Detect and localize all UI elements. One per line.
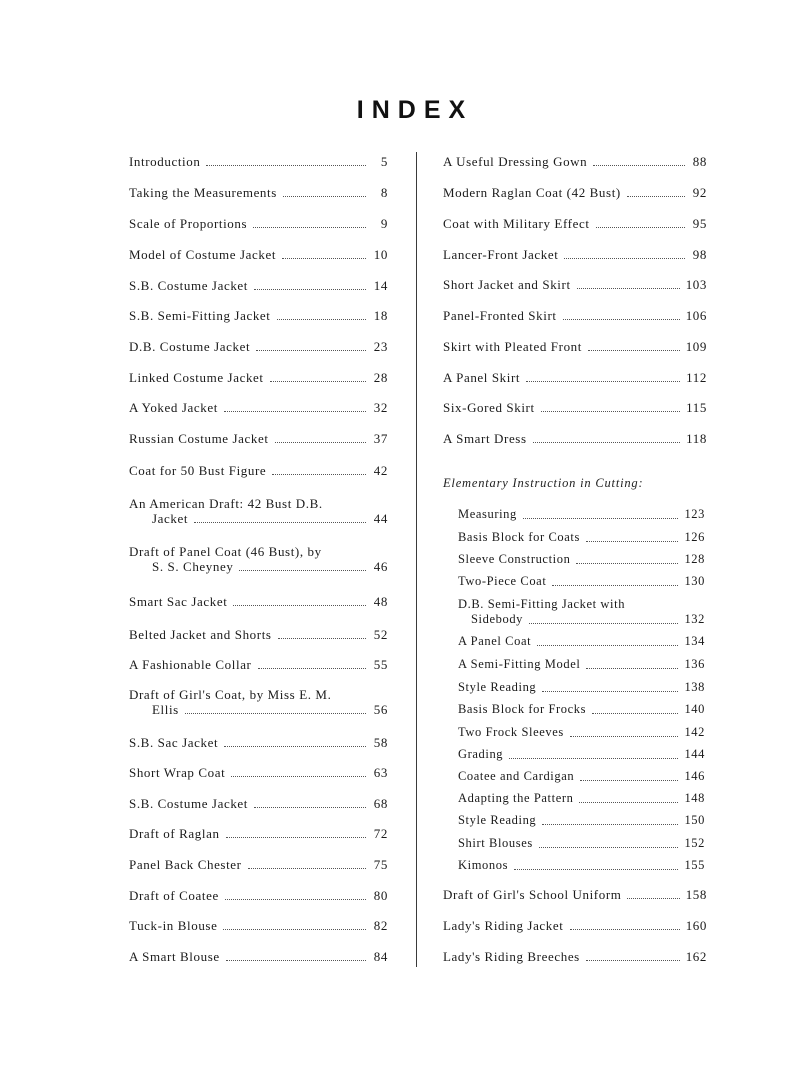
dot-leader (542, 824, 678, 825)
page-title: INDEX (356, 96, 474, 124)
page-number: 63 (373, 765, 388, 780)
index-entry (129, 949, 388, 964)
dot-leader (223, 929, 366, 930)
index-entry (129, 370, 388, 385)
index-entry (458, 836, 705, 851)
entry-title: Draft of Girl's School Uniform (443, 887, 622, 902)
index-entry (129, 918, 388, 933)
page-number: 115 (686, 400, 707, 415)
dot-leader (580, 780, 678, 781)
page-number: 82 (373, 918, 388, 933)
dot-leader (233, 605, 366, 606)
entry-title: Introduction (129, 154, 201, 169)
entry-title: Draft of Girl's Coat, by Miss E. M. (129, 687, 332, 702)
dot-leader (231, 776, 366, 777)
page-number: 5 (380, 154, 388, 169)
entry-title: Shirt Blouses (458, 836, 533, 850)
dot-leader (588, 350, 680, 351)
index-entry (129, 857, 388, 872)
entry-title: Smart Sac Jacket (129, 594, 228, 609)
dot-leader (596, 227, 685, 228)
entry-title: Lancer-Front Jacket (443, 247, 559, 262)
page-number: 103 (685, 277, 707, 292)
entry-title: Kimonos (458, 858, 509, 872)
page-number: 112 (686, 370, 707, 385)
entry-title: D.B. Costume Jacket (129, 339, 251, 354)
entry-title: Panel-Fronted Skirt (443, 308, 557, 323)
dot-leader (239, 570, 366, 571)
page-number: 98 (692, 247, 707, 262)
dot-leader (226, 837, 366, 838)
dot-leader (224, 411, 366, 412)
index-entry (443, 216, 707, 231)
page-number: 158 (685, 887, 707, 902)
index-entry (129, 339, 388, 354)
page-number: 18 (373, 308, 388, 323)
page-number: 88 (692, 154, 707, 169)
dot-leader (185, 713, 366, 714)
page-number: 106 (685, 308, 707, 323)
page-number: 72 (373, 826, 388, 841)
entry-title: Style Reading (458, 813, 537, 827)
page-number: 23 (373, 339, 388, 354)
entry-title: S.B. Costume Jacket (129, 796, 249, 811)
dot-leader (514, 869, 678, 870)
dot-leader (529, 623, 678, 624)
index-entry (458, 657, 705, 672)
entry-title: Basis Block for Frocks (458, 702, 587, 716)
index-entry (443, 400, 707, 415)
page-number: 75 (373, 857, 388, 872)
entry-title: A Smart Blouse (129, 949, 220, 964)
dot-leader (254, 289, 366, 290)
index-entry (458, 634, 705, 649)
dot-leader (194, 522, 366, 523)
index-entry (129, 247, 388, 262)
index-entry (443, 308, 707, 323)
index-entry (129, 431, 388, 446)
entry-title: Modern Raglan Coat (42 Bust) (443, 185, 621, 200)
page-number: 136 (684, 657, 705, 671)
entry-title: A Panel Coat (458, 634, 532, 648)
index-entry (129, 154, 388, 169)
entry-title: Two Frock Sleeves (458, 725, 564, 739)
page-number: 84 (373, 949, 388, 964)
index-entry (129, 400, 388, 415)
index-entry (458, 680, 705, 695)
index-entry (443, 370, 707, 385)
page-number: 52 (373, 627, 388, 642)
index-entry (443, 431, 707, 446)
page-number: 152 (684, 836, 705, 850)
page-number: 118 (686, 431, 707, 446)
page-number: 32 (373, 400, 388, 415)
dot-leader (225, 899, 366, 900)
page-number: 8 (380, 185, 388, 200)
entry-title: Draft of Panel Coat (46 Bust), by (129, 544, 322, 559)
entry-title: Linked Costume Jacket (129, 370, 264, 385)
entry-title: A Semi-Fitting Model (458, 657, 581, 671)
dot-leader (509, 758, 678, 759)
page-number: 9 (380, 216, 388, 231)
dot-leader (278, 638, 366, 639)
page-number: 14 (373, 278, 388, 293)
index-entry (129, 463, 388, 478)
page-number: 95 (692, 216, 707, 231)
index-entry (458, 597, 705, 627)
dot-leader (542, 691, 678, 692)
dot-leader (570, 736, 679, 737)
page-number: 148 (684, 791, 705, 805)
page-number: 80 (373, 888, 388, 903)
index-entry (458, 858, 705, 873)
dot-leader (270, 381, 366, 382)
page-number: 146 (684, 769, 705, 783)
page-number: 142 (684, 725, 705, 739)
page-number: 58 (373, 735, 388, 750)
column-divider (416, 152, 417, 967)
entry-title: A Yoked Jacket (129, 400, 218, 415)
index-entry (443, 185, 707, 200)
page-number: 150 (684, 813, 705, 827)
entry-title: An American Draft: 42 Bust D.B. (129, 496, 323, 511)
entry-title: Lady's Riding Breeches (443, 949, 580, 964)
dot-leader (563, 319, 680, 320)
dot-leader (206, 165, 366, 166)
index-entry (129, 185, 388, 200)
entry-title: Coat for 50 Bust Figure (129, 463, 267, 478)
entry-title: D.B. Semi-Fitting Jacket with (458, 597, 626, 611)
index-entry (458, 507, 705, 522)
index-entry (458, 813, 705, 828)
entry-title: A Smart Dress (443, 431, 527, 446)
index-entry (443, 339, 707, 354)
entry-title-continued: Jacket (152, 511, 189, 526)
entry-title: Style Reading (458, 680, 537, 694)
entry-title-continued: S. S. Cheyney (152, 559, 234, 574)
entry-title-continued: Ellis (152, 702, 179, 717)
entry-title: Coat with Military Effect (443, 216, 590, 231)
entry-title: S.B. Semi-Fitting Jacket (129, 308, 271, 323)
entry-title: A Panel Skirt (443, 370, 521, 385)
entry-title: Belted Jacket and Shorts (129, 627, 272, 642)
dot-leader (248, 868, 366, 869)
index-entry (443, 277, 707, 292)
entry-title: Tuck-in Blouse (129, 918, 218, 933)
page-number: 10 (373, 247, 388, 262)
dot-leader (627, 196, 685, 197)
index-entry (458, 791, 705, 806)
dot-leader (586, 541, 678, 542)
dot-leader (586, 960, 680, 961)
dot-leader (258, 668, 367, 669)
entry-title: Panel Back Chester (129, 857, 242, 872)
index-entry (129, 796, 388, 811)
page-number: 48 (373, 594, 388, 609)
index-entry (129, 496, 388, 526)
dot-leader (592, 713, 678, 714)
dot-leader (586, 668, 678, 669)
dot-leader (254, 807, 366, 808)
entry-title: Two-Piece Coat (458, 574, 547, 588)
index-entry (443, 887, 707, 902)
entry-title: Six-Gored Skirt (443, 400, 535, 415)
dot-leader (564, 258, 685, 259)
index-entry (129, 826, 388, 841)
dot-leader (277, 319, 366, 320)
dot-leader (570, 929, 680, 930)
entry-title: Sleeve Construction (458, 552, 571, 566)
page-number: 37 (373, 431, 388, 446)
page-number: 155 (684, 858, 705, 872)
index-entry (129, 594, 388, 609)
entry-title: Scale of Proportions (129, 216, 248, 231)
entry-continuation (129, 511, 388, 526)
index-entry (443, 247, 707, 262)
dot-leader (541, 411, 680, 412)
page-number: 46 (373, 559, 388, 574)
elementary-heading: Elementary Instruction in Cutting: (443, 476, 644, 490)
index-entry (129, 687, 388, 717)
page-number: 138 (684, 680, 705, 694)
page-number: 44 (373, 511, 388, 526)
dot-leader (253, 227, 366, 228)
entry-title: Grading (458, 747, 504, 761)
entry-title: Coatee and Cardigan (458, 769, 575, 783)
entry-title: Taking the Measurements (129, 185, 277, 200)
page-number: 42 (373, 463, 388, 478)
index-entry (443, 949, 707, 964)
entry-title: Model of Costume Jacket (129, 247, 277, 262)
entry-continuation (458, 612, 705, 627)
page-number: 126 (684, 530, 705, 544)
index-entry (443, 154, 707, 169)
page-number: 144 (684, 747, 705, 761)
entry-title: Short Jacket and Skirt (443, 277, 571, 292)
page-number: 56 (373, 702, 388, 717)
dot-leader (576, 563, 678, 564)
dot-leader (577, 288, 680, 289)
entry-title: S.B. Costume Jacket (129, 278, 249, 293)
page-number: 134 (684, 634, 705, 648)
page-number: 68 (373, 796, 388, 811)
page-number: 28 (373, 370, 388, 385)
index-entry (129, 888, 388, 903)
index-entry (458, 574, 705, 589)
dot-leader (539, 847, 679, 848)
page-number: 123 (684, 507, 705, 521)
dot-leader (226, 960, 366, 961)
index-entry (458, 552, 705, 567)
page-number: 132 (684, 612, 705, 626)
index-entry (458, 530, 705, 545)
entry-title: A Useful Dressing Gown (443, 154, 588, 169)
dot-leader (523, 518, 679, 519)
dot-leader (256, 350, 366, 351)
index-entry (443, 918, 707, 933)
entry-title: Draft of Raglan (129, 826, 220, 841)
entry-title: A Fashionable Collar (129, 657, 252, 672)
page-number: 140 (684, 702, 705, 716)
dot-leader (283, 196, 366, 197)
page-number: 92 (692, 185, 707, 200)
page-number: 128 (684, 552, 705, 566)
entry-title: Adapting the Pattern (458, 791, 574, 805)
index-entry (458, 747, 705, 762)
entry-title: S.B. Sac Jacket (129, 735, 219, 750)
dot-leader (526, 381, 680, 382)
entry-title: Measuring (458, 507, 517, 521)
dot-leader (224, 746, 366, 747)
page-number: 109 (685, 339, 707, 354)
index-entry (458, 769, 705, 784)
dot-leader (282, 258, 366, 259)
index-entry (129, 544, 388, 574)
page-number: 55 (373, 657, 388, 672)
index-entry (129, 765, 388, 780)
entry-title: Draft of Coatee (129, 888, 219, 903)
dot-leader (552, 585, 678, 586)
index-entry (458, 725, 705, 740)
index-entry (129, 657, 388, 672)
entry-title: Skirt with Pleated Front (443, 339, 582, 354)
entry-title: Basis Block for Coats (458, 530, 580, 544)
page-number: 162 (685, 949, 707, 964)
page-number: 160 (685, 918, 707, 933)
entry-title: Short Wrap Coat (129, 765, 226, 780)
index-entry (458, 702, 705, 717)
entry-continuation (129, 702, 388, 717)
dot-leader (537, 645, 678, 646)
entry-title: Lady's Riding Jacket (443, 918, 564, 933)
dot-leader (627, 898, 679, 899)
index-entry (129, 278, 388, 293)
dot-leader (272, 474, 366, 475)
page-number: 130 (684, 574, 705, 588)
entry-continuation (129, 559, 388, 574)
index-entry (129, 216, 388, 231)
index-entry (129, 627, 388, 642)
entry-title-continued: Sidebody (471, 612, 524, 626)
dot-leader (533, 442, 681, 443)
dot-leader (275, 442, 366, 443)
dot-leader (593, 165, 685, 166)
index-entry (129, 735, 388, 750)
entry-title: Russian Costume Jacket (129, 431, 269, 446)
dot-leader (579, 802, 678, 803)
index-entry (129, 308, 388, 323)
